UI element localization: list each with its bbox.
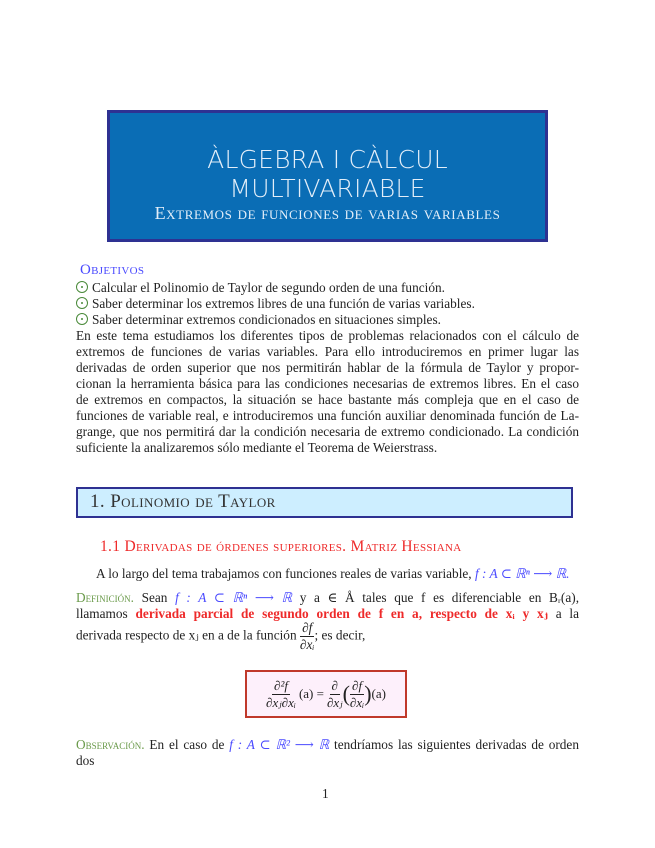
title-banner: [107, 110, 548, 242]
intro-line: suficiente la analizaremos sólo mediante el Teorema de Weierstrass.: [76, 440, 438, 455]
observation-line: [76, 737, 579, 753]
text: a la: [555, 606, 580, 621]
page-number: 1: [322, 786, 329, 801]
text: y a ∈ Å tales que f es diferenciable en Bᵣ(a),: [299, 590, 580, 605]
fraction: [300, 620, 315, 653]
denominator: ∂xᵢ: [349, 694, 365, 710]
objective-item: [76, 312, 441, 328]
definition-line: [76, 620, 365, 653]
numerator: ∂²f: [274, 677, 288, 693]
definition-line: [76, 590, 579, 606]
observation-line: dos: [76, 753, 95, 768]
intro-line: cionan la herramienta básica para las condiciones necesarias de extremos libres. En el caso: [76, 376, 579, 391]
bullet-icon: [76, 313, 88, 325]
intro-line: derivadas de orden superior que nos permitirán hablar de la fórmula de Taylor y propor-: [76, 360, 579, 375]
text: ; es decir,: [314, 627, 366, 643]
objective-item: [76, 280, 445, 296]
denominator: ∂xᵢ: [299, 637, 315, 652]
intro-line: de extremos en compactos, la situación se hace bastante más compleja que en el caso de: [76, 392, 579, 407]
objectives-heading: Objetivos: [80, 262, 145, 278]
defined-term: derivada parcial de segundo orden de f en a, respecto de xᵢ y xⱼ: [135, 606, 548, 621]
fraction: [327, 678, 343, 711]
math-expression: f : A ⊂ ℝⁿ ⟶ ℝ: [175, 590, 293, 605]
intro-line: funciones de variable real, e introduciremos una función auxiliar denominada función de La-: [76, 408, 579, 423]
subsection-title: 1.1 Derivadas de órdenes superiores. Matriz Hessiana: [100, 538, 462, 555]
course-title: ÀLGEBRA I CÀLCUL MULTIVARIABLE: [207, 145, 448, 203]
text: (a): [371, 686, 386, 701]
objective-text: Saber determinar los extremos libres de una función de varias variables.: [92, 296, 475, 311]
fraction: [266, 678, 296, 711]
text: (a) =: [298, 686, 324, 701]
bullet-icon: [76, 281, 88, 293]
objective-text: Saber determinar extremos condicionados en situaciones simples.: [92, 312, 441, 327]
text: llamamos: [76, 606, 128, 621]
bullet-icon: [76, 297, 88, 309]
definition-label: Definición.: [76, 590, 134, 605]
section-title: 1. Polinomio de Taylor: [90, 491, 276, 512]
fraction: [350, 678, 364, 711]
text: En el caso de: [149, 737, 225, 752]
numerator: ∂: [331, 677, 338, 693]
math-expression: f : A ⊂ ℝ² ⟶ ℝ: [229, 737, 330, 752]
intro-line: En este tema estudiamos los diferentes tipos de problemas relacionados con el cálculo de: [76, 328, 579, 343]
numerator: ∂f: [352, 677, 363, 693]
intro-line: extremos de funciones de varias variables. Para ello introduciremos en primer lugar las: [76, 344, 579, 359]
objective-item: [76, 296, 475, 312]
text: tendríamos las siguientes derivadas de orden: [334, 737, 579, 752]
formula-box: $\frac{\text{∂²f}}{\text{∂xⱼ∂xᵢ}}$ (a) = $\frac{\partial}{\text{∂xⱼ}}$ ( $\frac{\partial f}{\text{∂xᵢ}}$ ) (a): [245, 670, 407, 718]
paragraph-text: A lo largo del tema trabajamos con funciones reales de varias variable,: [96, 566, 472, 581]
denominator: ∂xⱼ: [326, 694, 343, 710]
intro-line: grange, que nos permitirá dar la condición necesaria de extremo condicionado. La condición: [76, 424, 579, 439]
text: derivada respecto de xⱼ en a de la función: [76, 627, 297, 643]
section-heading-box: [76, 487, 573, 518]
observation-label: Observación.: [76, 737, 145, 752]
chapter-subtitle: Extremos de funciones de varias variables: [154, 203, 501, 223]
numerator: ∂f: [302, 620, 313, 635]
math-expression: f : A ⊂ ℝⁿ ⟶ ℝ.: [474, 566, 570, 581]
denominator: ∂xⱼ∂xᵢ: [266, 694, 296, 710]
text: Sean: [141, 590, 168, 605]
intro-paragraph: [96, 566, 569, 582]
objective-text: Calcular el Polinomio de Taylor de segundo orden de una función.: [92, 280, 445, 295]
